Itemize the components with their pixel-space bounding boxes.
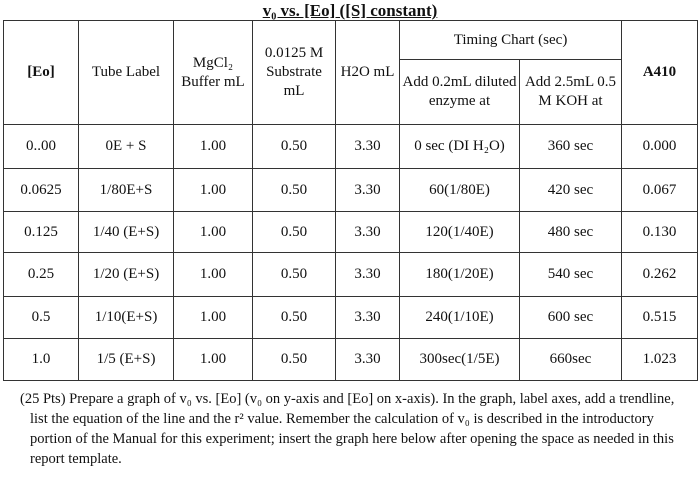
table-row xyxy=(4,253,698,297)
cell-enzyme: 180(1/20E) xyxy=(400,253,520,297)
table-row xyxy=(4,169,698,212)
header-koh: Add 2.5mL 0.5 M KOH at xyxy=(520,60,622,125)
table-row xyxy=(4,297,698,339)
cell-mgcl2: 1.00 xyxy=(174,339,253,381)
cell-eo: 0.25 xyxy=(4,253,79,297)
table-row xyxy=(4,339,698,381)
data-table xyxy=(3,20,698,381)
cell-a410: 0.515 xyxy=(622,297,698,339)
cell-koh: 480 sec xyxy=(520,212,622,253)
cell-tube: 1/10(E+S) xyxy=(79,297,174,339)
cell-a410: 1.023 xyxy=(622,339,698,381)
instructions xyxy=(20,389,680,469)
cell-eo: 1.0 xyxy=(4,339,79,381)
page-title: v₀ vs. [Eo] ([S] constant) xyxy=(262,1,438,20)
header-h2o: H2O mL xyxy=(336,21,400,125)
cell-tube: 1/80E+S xyxy=(79,169,174,212)
instructions-text: (25 Pts) Prepare a graph of v₀ vs. [Eo] (v₀ on y-axis and [Eo] on x-axis). In the graph, label axes, add a trendline, list the equation of the line and the r² value. Remember the calculation of v₀ is described in the introductory portion of the Manual for this experiment; insert the graph here below after opening the space as needed in this report template. xyxy=(20,391,675,467)
cell-a410: 0.000 xyxy=(622,125,698,169)
cell-h2o: 3.30 xyxy=(336,339,400,381)
cell-eo: 0.0625 xyxy=(4,169,79,212)
header-a410: A410 xyxy=(622,21,698,125)
cell-enzyme: 0 sec (DI H₂O) xyxy=(400,125,520,169)
cell-eo: 0.125 xyxy=(4,212,79,253)
cell-substrate: 0.50 xyxy=(253,169,336,212)
cell-tube: 1/40 (E+S) xyxy=(79,212,174,253)
cell-a410: 0.262 xyxy=(622,253,698,297)
header-tube-label: Tube Label xyxy=(79,21,174,125)
header-timing-chart: Timing Chart (sec) xyxy=(400,21,622,60)
cell-mgcl2: 1.00 xyxy=(174,169,253,212)
cell-enzyme: 120(1/40E) xyxy=(400,212,520,253)
cell-koh: 360 sec xyxy=(520,125,622,169)
cell-h2o: 3.30 xyxy=(336,253,400,297)
cell-tube: 1/20 (E+S) xyxy=(79,253,174,297)
cell-a410: 0.130 xyxy=(622,212,698,253)
cell-mgcl2: 1.00 xyxy=(174,212,253,253)
header-mgcl2: MgCl₂ Buffer mL xyxy=(174,21,253,125)
cell-h2o: 3.30 xyxy=(336,297,400,339)
cell-a410: 0.067 xyxy=(622,169,698,212)
cell-substrate: 0.50 xyxy=(253,212,336,253)
header-substrate: 0.0125 M Substrate mL xyxy=(253,21,336,125)
cell-substrate: 0.50 xyxy=(253,253,336,297)
header-eo: [Eo] xyxy=(4,21,79,125)
cell-enzyme: 240(1/10E) xyxy=(400,297,520,339)
cell-enzyme: 300sec(1/5E) xyxy=(400,339,520,381)
cell-substrate: 0.50 xyxy=(253,339,336,381)
cell-mgcl2: 1.00 xyxy=(174,297,253,339)
cell-tube: 1/5 (E+S) xyxy=(79,339,174,381)
header-enzyme: Add 0.2mL diluted enzyme at xyxy=(400,60,520,125)
table-row xyxy=(4,212,698,253)
cell-substrate: 0.50 xyxy=(253,297,336,339)
cell-tube: 0E + S xyxy=(79,125,174,169)
cell-enzyme: 60(1/80E) xyxy=(400,169,520,212)
cell-mgcl2: 1.00 xyxy=(174,253,253,297)
cell-eo: 0..00 xyxy=(4,125,79,169)
cell-mgcl2: 1.00 xyxy=(174,125,253,169)
cell-koh: 660sec xyxy=(520,339,622,381)
cell-koh: 420 sec xyxy=(520,169,622,212)
table-row xyxy=(4,125,698,169)
cell-substrate: 0.50 xyxy=(253,125,336,169)
cell-koh: 540 sec xyxy=(520,253,622,297)
cell-koh: 600 sec xyxy=(520,297,622,339)
cell-h2o: 3.30 xyxy=(336,169,400,212)
cell-eo: 0.5 xyxy=(4,297,79,339)
cell-h2o: 3.30 xyxy=(336,125,400,169)
cell-h2o: 3.30 xyxy=(336,212,400,253)
